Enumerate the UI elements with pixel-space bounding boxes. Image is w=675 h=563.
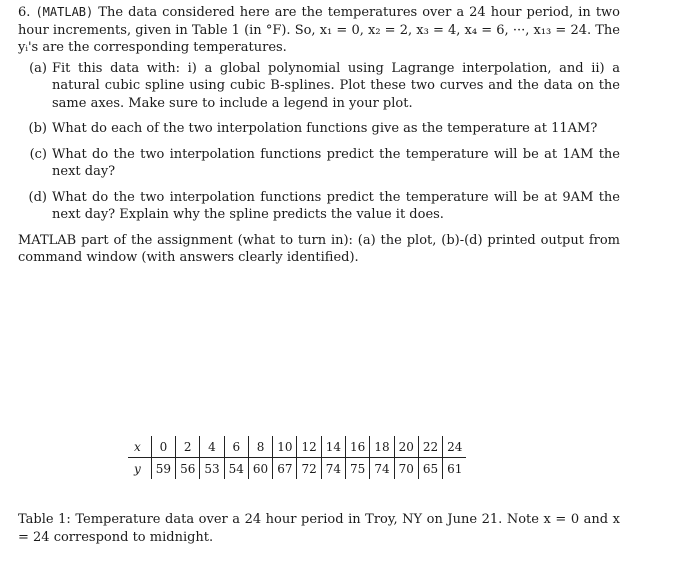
table-cell: 65 xyxy=(418,458,442,480)
question-label: (d) xyxy=(28,189,47,205)
table-cell: 10 xyxy=(273,436,297,458)
question-list xyxy=(18,60,620,224)
table-cell: 70 xyxy=(394,458,418,480)
question-c xyxy=(18,146,620,181)
table-cell: 0 xyxy=(151,436,175,458)
question-label: (a) xyxy=(29,60,47,76)
table-header-y: y xyxy=(134,461,141,476)
temperature-table xyxy=(128,436,466,479)
table-caption: Table 1: Temperature data over a 24 hour period in Troy, NY on June 21. Note x = 0 and x = 24 correspond to midnight. xyxy=(18,512,620,545)
table-cell: 74 xyxy=(321,458,345,480)
table-cell: 54 xyxy=(224,458,248,480)
question-d xyxy=(18,189,620,224)
table-cell: 74 xyxy=(370,458,394,480)
table-cell: 24 xyxy=(443,436,467,458)
question-label: (b) xyxy=(28,121,47,136)
intro-math: ₁ = 0, x₂ = 2, x₃ = 4, x₄ = 6, ···, x₁₃ = 24. The yᵢ's are the corresponding temperatures. xyxy=(18,22,620,55)
question-b xyxy=(18,120,620,138)
table-cell: 61 xyxy=(443,458,467,480)
question-label: (c) xyxy=(29,146,47,162)
table-cell: 72 xyxy=(297,458,321,480)
table-row-y xyxy=(128,458,466,480)
table-cell: 12 xyxy=(297,436,321,458)
question-text: What do the two interpolation functions predict the temperature will be at 1AM the next day? xyxy=(52,146,620,179)
problem-text xyxy=(18,4,620,267)
table-cell: 20 xyxy=(394,436,418,458)
table-cell: 75 xyxy=(346,458,370,480)
table-cell: 14 xyxy=(321,436,345,458)
table-cell: 59 xyxy=(151,458,175,480)
table-cell: 56 xyxy=(176,458,200,480)
table-cell: 60 xyxy=(248,458,272,480)
problem-intro xyxy=(18,4,620,57)
table-cell: 53 xyxy=(200,458,224,480)
table-row-x xyxy=(128,436,466,458)
table-cell: 4 xyxy=(200,436,224,458)
table-cell: 16 xyxy=(346,436,370,458)
table-cell: 22 xyxy=(418,436,442,458)
table-cell: 67 xyxy=(273,458,297,480)
matlab-tag: (MATLAB) xyxy=(35,5,94,19)
question-text: What do each of the two interpolation functions give as the temperature at 11AM? xyxy=(52,121,598,136)
table-header-x: x xyxy=(128,436,151,458)
table-cell: 2 xyxy=(176,436,200,458)
question-text: What do the two interpolation functions predict the temperature will be at 9AM the next day? Explain why the spline predicts the value it does. xyxy=(52,189,620,222)
intro-text: The data considered here are the temperatures over a 24 hour period, in two hour increments, given in Table 1 (in °F). So, x xyxy=(18,5,620,38)
table-cell: 18 xyxy=(370,436,394,458)
table-cell: 8 xyxy=(248,436,272,458)
table-cell: 6 xyxy=(224,436,248,458)
problem-number: 6. xyxy=(18,5,31,20)
question-a xyxy=(18,60,620,113)
matlab-note: MATLAB part of the assignment (what to turn in): (a) the plot, (b)-(d) printed output from command window (with answers clearly identified). xyxy=(18,232,620,265)
question-text: Fit this data with: i) a global polynomial using Lagrange interpolation, and ii) a natural cubic spline using cubic B-splines. Plot these two curves and the data on the same axes. Make sure to include a legend in your plot. xyxy=(52,60,620,111)
